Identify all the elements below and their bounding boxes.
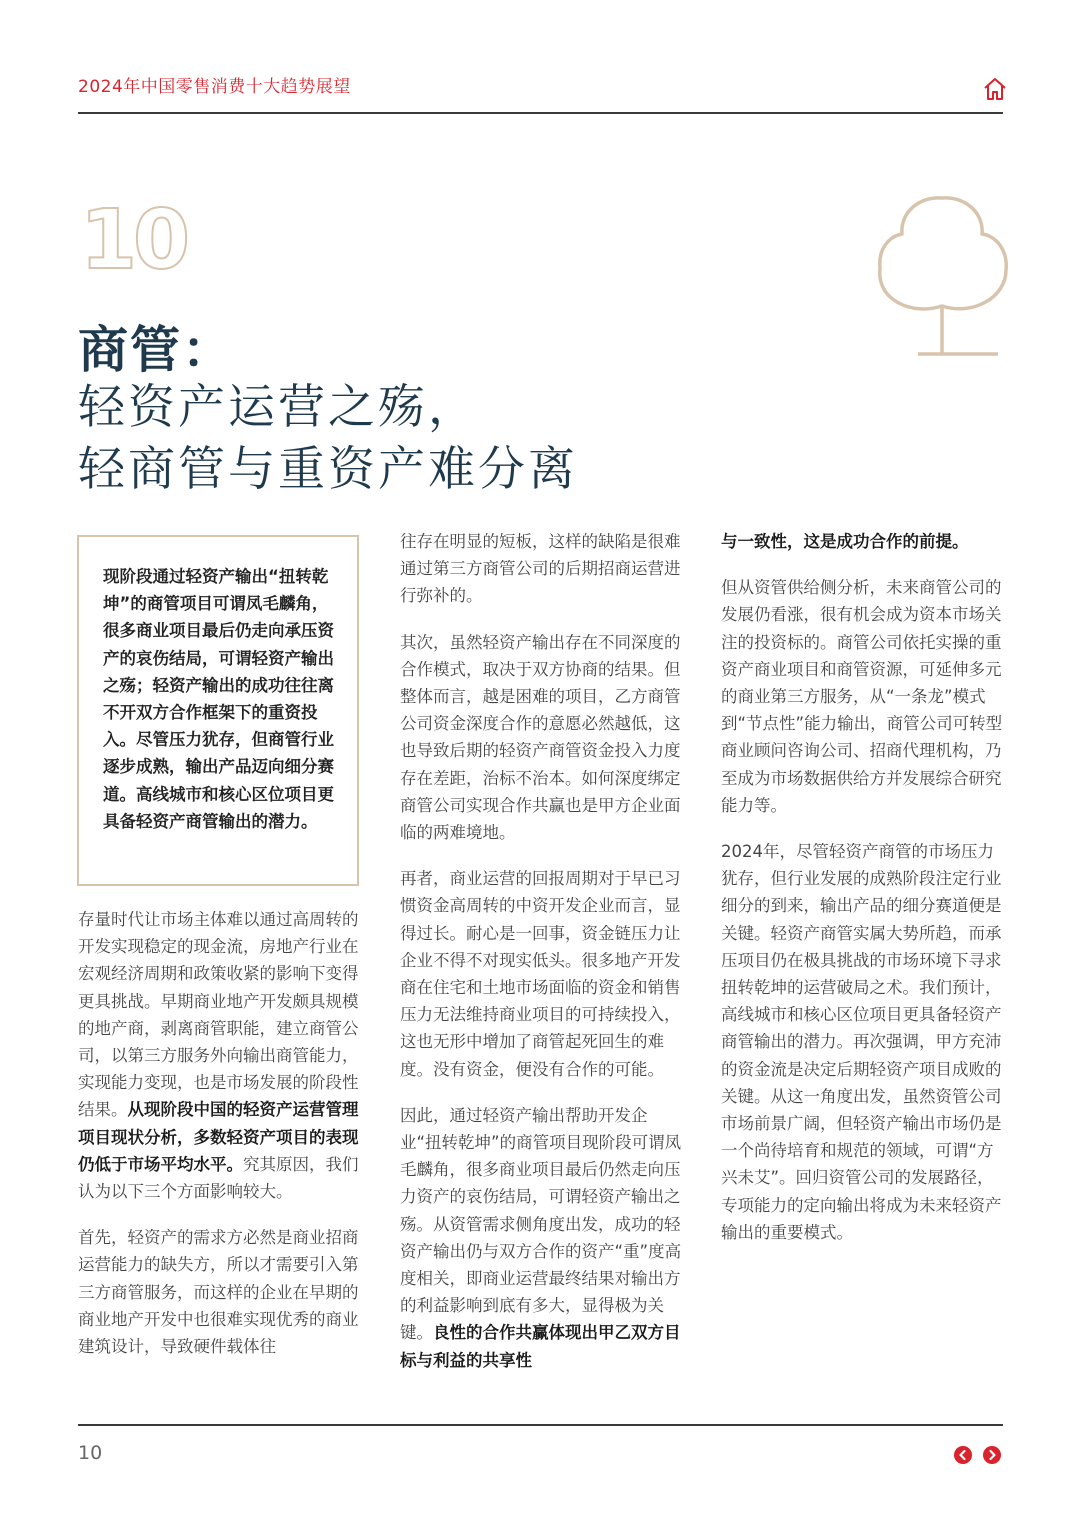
column-3 [721,528,1005,1265]
paragraph: 往存在明显的短板，这样的缺陷是很难通过第三方商管公司的后期招商运营进行弥补的。 [400,532,681,606]
next-page-button[interactable] [983,1446,1001,1464]
paragraph-bold-text: 从现阶段中国的轻资产运营管理项目现状分析，多数轻资产项目的表现仍低于市场平均水平。 [78,1100,359,1174]
chapter-number [80,200,190,284]
paragraph: 首先，轻资产的需求方必然是商业招商运营能力的缺失方，所以才需要引入第三方商管服务，而这样的企业在早期的商业地产开发中也很难实现优秀的商业建筑设计，导致硬件载体往 [78,1228,359,1357]
paragraph: 但从资管供给侧分析，未来商管公司的发展仍看涨，很有机会成为资本市场关注的投资标的。商管公司依托实操的重资产商业项目和商管资源，可延伸多元的商业第三方服务，从“一条龙”模式到“节点性”能力输出，商管公司可转型商业顾问咨询公司、招商代理机构，乃至成为市场数据供给方并发展综合研究能力等。 [721,578,1003,815]
chapter-title-line-2: 轻商管与重资产难分离 [78,442,578,497]
home-icon [982,76,1008,102]
tree-icon [872,188,1012,364]
header-title: 2024年中国零售消费十大趋势展望 [78,77,351,97]
column-1 [78,906,360,1379]
home-button[interactable] [982,76,1008,102]
column-2 [400,528,684,1393]
paragraph [78,906,360,1205]
footer-divider [78,1424,1003,1426]
paragraph-text: 究其原因，我们认为以下三个方面影响较大。 [78,1154,359,1202]
paragraph: 2024年，尽管轻资产商管的市场压力犹存，但行业发展的成熟阶段注定行业细分的到来，输出产品的细分赛道便是关键。轻资产商管实属大势所趋，而承压项目仍在极具挑战的市场环境下寻求扭转乾坤的运营破局之术。我们预计，高线城市和核心区位项目更具备轻资产商管输出的潜力。再次强调，甲方充沛的资金流是决定后期轻资产项目成败的关键。从这一角度出发，虽然资管公司市场前景广阔，但轻资产输出市场仍是一个尚待培育和规范的领域，可谓“方兴未艾”。回归资管公司的发展路径，专项能力的定向输出将成为未来轻资产输出的重要模式。 [721,842,1002,1242]
header-divider [78,112,1003,114]
paragraph-bold-text: 良性的合作共赢体现出甲乙双方目标与利益的共享性 [400,1323,681,1370]
chevron-left-icon [954,1446,972,1464]
summary-text: 现阶段通过轻资产输出“扭转乾坤”的商管项目可谓凤毛麟角，很多商业项目最后仍走向承压资产的哀伤结局，可谓轻资产输出之殇；轻资产输出的成功往往离不开双方合作框架下的重资投入。尽管压力犹存，但商管行业逐步成熟，输出产品迈向细分赛道。高线城市和核心区位项目更具备轻资产商管输出的潜力。 [103,567,334,831]
paragraph-text: 因此，通过轻资产输出帮助开发企业“扭转乾坤”的商管项目现阶段可谓凤毛麟角，很多商业项目最后仍然走向压力资产的哀伤结局，可谓轻资产输出之殇。从资管需求侧角度出发，成功的轻资产输出仍与双方合作的资产“重”度高度相关，即商业运营最终结果对输出方的利益影响到底有多大，显得极为关键。 [400,1105,682,1343]
paragraph: 其次，虽然轻资产输出存在不同深度的合作模式，取决于双方协商的结果。但整体而言，越是困难的项目，乙方商管公司资金深度合作的意愿必然越低，这也导致后期的轻资产商管资金投入力度存在差距，治标不治本。如何深度绑定商管公司实现合作共赢也是甲方企业面临的两难境地。 [400,632,681,843]
paragraph: 再者，商业运营的回报周期对于早已习惯资金高周转的中资开发企业而言，显得过长。耐心是一回事，资金链压力让企业不得不对现实低头。很多地产开发商在住宅和土地市场面临的资金和销售压力无法维持商业项目的可持续投入，这也无形中增加了商管起死回生的难度。没有资金，便没有合作的可能。 [400,869,681,1079]
paragraph [721,528,1005,555]
chevron-right-icon [983,1446,1001,1464]
paragraph [400,1102,684,1374]
chapter-number-text: 10 [80,200,187,280]
paragraph-text: 存量时代让市场主体难以通过高周转的开发实现稳定的现金流，房地产行业在宏观经济周期和政策收紧的影响下变得更具挑战。早期商业地产开发颇具规模的地产商，剥离商管职能，建立商管公司，以第三方服务外向输出商管能力，实现能力变现，也是市场发展的阶段性结果。 [78,910,359,1120]
page-number: 10 [78,1442,103,1464]
chapter-title-bold: 商管： [78,321,234,379]
summary-box [77,535,359,886]
paragraph-bold-text: 与一致性，这是成功合作的前提。 [721,532,969,551]
previous-page-button[interactable] [954,1446,972,1464]
chapter-title-line-1: 轻资产运营之殇， [78,380,478,435]
